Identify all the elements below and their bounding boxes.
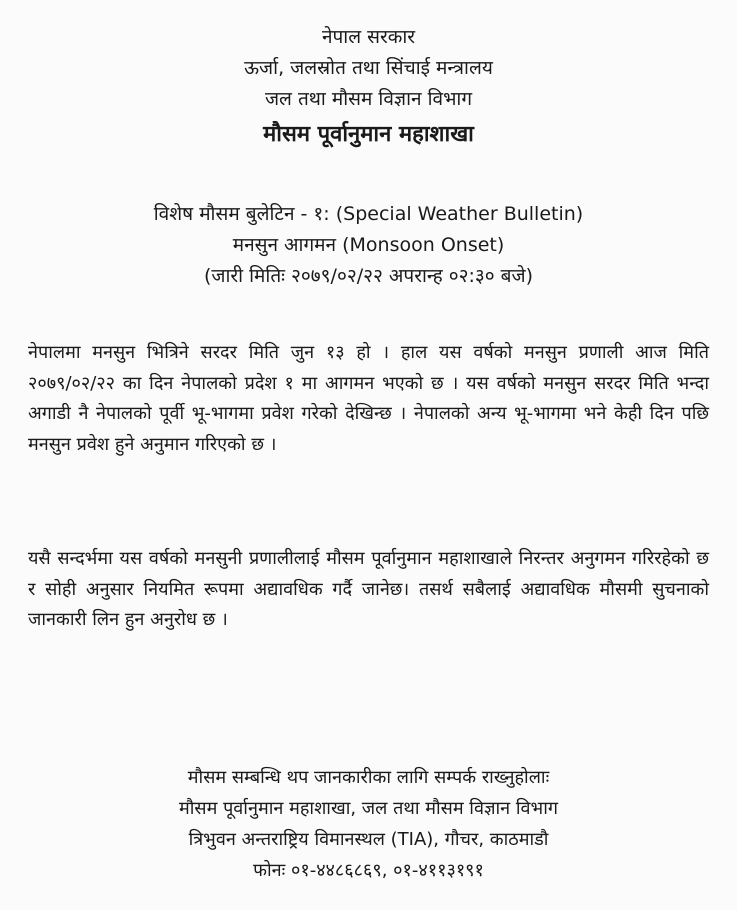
body-paragraph-2 <box>28 544 709 636</box>
bulletin-title: विशेष मौसम बुलेटिन - १: (Special Weather Bulletin) <box>153 203 584 225</box>
body-paragraph-1 <box>28 338 709 460</box>
government-name: नेपाल सरकार <box>321 26 416 48</box>
bulletin-heading <box>0 199 737 292</box>
contact-intro: मौसम सम्बन्धि थप जानकारीका लागि सम्पर्क राख्नुहोलाः <box>187 767 550 788</box>
contact-address: त्रिभुवन अन्तराष्ट्रिय विमानस्थल (TIA), गौचर, काठमाडौ <box>188 829 549 850</box>
ministry-name: ऊर्जा, जलस्रोत तथा सिंचाई मन्त्रालय <box>244 57 493 79</box>
department-name: जल तथा मौसम विज्ञान विभाग <box>264 88 473 110</box>
contact-office: मौसम पूर्वानुमान महाशाखा, जल तथा मौसम विज्ञान विभाग <box>178 798 559 819</box>
division-title: मौसम पूर्वानुमान महाशाखा <box>263 122 474 147</box>
bulletin-subject: मनसुन आगमन (Monsoon Onset) <box>232 234 505 256</box>
issue-date: (जारी मितिः २०७९/०२/२२ अपरान्ह ०२:३० बजे) <box>203 265 534 287</box>
paragraph-text: यसै सन्दर्भमा यस वर्षको मनसुनी प्रणालीलाई मौसम पूर्वानुमान महाशाखाले निरन्तर अनुगमन गरिरहेको छ र सोही अनुसार नियमित रूपमा अद्यावधिक गर्दै जानेछ। तसर्थ सबैलाई अद्यावधिक मौसमी सुचनाको जानकारी लिन हुन अनुरोध छ । <box>28 548 709 630</box>
document-header <box>0 22 737 154</box>
paragraph-text: नेपालमा मनसुन भित्रिने सरदर मिति जुन १३ हो । हाल यस वर्षको मनसुन प्रणाली आज मिति २०७९/०२/२२ का दिन नेपालको प्रदेश १ मा आगमन भएको छ । यस वर्षको मनसुन सरदर मिति भन्दा अगाडी नै नेपालको पूर्वी भू-भागमा प्रवेश गरेको देखिन्छ । नेपालको अन्य भू-भागमा भने केही दिन पछि मनसुन प्रवेश हुने अनुमान गरिएको छ । <box>28 342 709 455</box>
contact-phone: फोनः ०१-४४८६८६९, ०१-४११३१९१ <box>253 860 484 881</box>
contact-block <box>0 762 737 886</box>
